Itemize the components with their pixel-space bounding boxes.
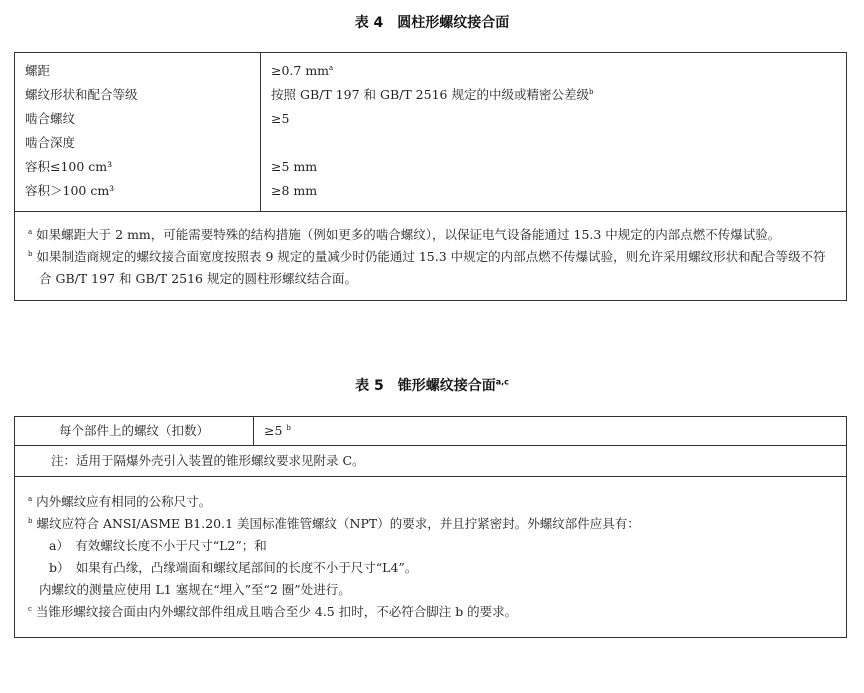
footnote-subitem: b） 如果有凸缘，凸缘端面和螺纹尾部间的长度不小于尺寸“L4”。	[49, 560, 418, 575]
footnote: $^b$ 如果制造商规定的螺纹接合面宽度按照表 9 规定的量减少时仍能通过 15.3 中规定的内部点燃不传爆试验，则允许采用螺纹形状和配合等级不符合 GB/T 197 和 GB/T 2516 规定的圆柱形螺纹结合面。	[28, 249, 826, 286]
table5-note: 注：适用于隔爆外壳引入装置的锥形螺纹要求见附录 C。	[15, 446, 847, 477]
table4-label: 啮合螺纹	[25, 111, 76, 126]
table4-labels	[15, 53, 261, 212]
footnote-extra: 内螺纹的测量应使用 L1 塞规在“埋入”至“2 圈”处进行。	[39, 582, 351, 597]
footnote: $^b$ 螺纹应符合 ANSI/ASME B1.20.1 美国标准锥管螺纹（NPT）的要求，并且拧紧密封。外螺纹部件应具有：	[28, 516, 640, 531]
footnote-subitem: a） 有效螺纹长度不小于尺寸“L2”；和	[49, 538, 267, 553]
table4-label: 啮合深度	[25, 135, 76, 150]
table4-label: 容积≤100 cm³	[25, 159, 113, 174]
table5-row-label: 每个部件上的螺纹（扣数）	[15, 417, 254, 446]
table4-value: ≥5 mm	[271, 159, 318, 174]
table4-values	[261, 53, 847, 212]
table4-value: 按照 GB/T 197 和 GB/T 2516 规定的中级或精密公差级$^b$	[271, 87, 594, 102]
table4-title: 表 4 圆柱形螺纹接合面	[354, 15, 510, 31]
table4-label: 容积＞100 cm³	[25, 183, 115, 198]
footnote: $^a$ 如果螺距大于 2 mm，可能需要特殊的结构措施（例如更多的啮合螺纹），以保证电气设备能通过 15.3 中规定的内部点燃不传爆试验。	[28, 227, 781, 242]
table4-value	[271, 131, 838, 155]
footnote: $^c$ 当锥形螺纹接合面由内外螺纹部件组成且啮合至少 4.5 扣时，不必符合脚注 b 的要求。	[28, 604, 518, 619]
table4-label: 螺纹形状和配合等级	[25, 87, 138, 102]
table4-label: 螺距	[25, 63, 51, 78]
table4-value: ≥0.7 $mm^a$	[271, 63, 334, 78]
footnote: $^a$ 内外螺纹应有相同的公称尺寸。	[28, 494, 212, 509]
table5-footnotes	[15, 477, 847, 638]
table4-value: ≥8 mm	[271, 183, 318, 198]
table4-footnotes	[15, 212, 847, 301]
table4	[14, 52, 847, 301]
table5	[14, 416, 847, 638]
table5-row-value: ≥5 $^b$	[254, 417, 847, 446]
table5-title: 表 5 锥形螺纹接合面$^{a,c}$	[355, 377, 509, 394]
table4-value: ≥5	[271, 111, 290, 126]
